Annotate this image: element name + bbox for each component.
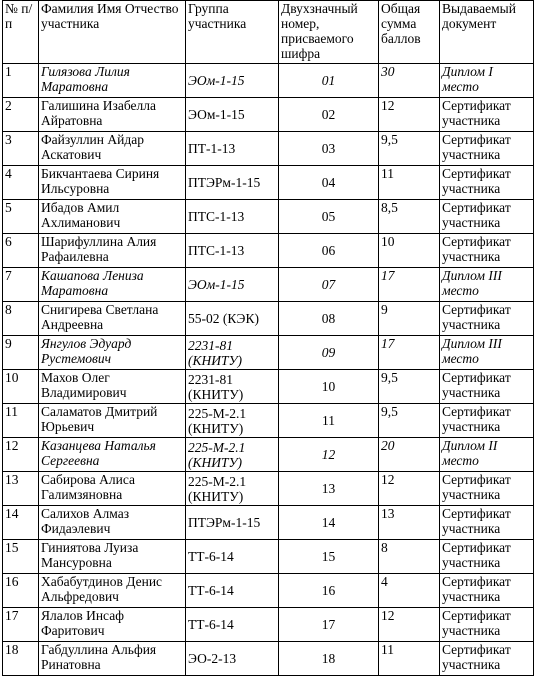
table-row <box>3 234 534 268</box>
total-score: 11 <box>379 642 440 676</box>
cipher-code: 13 <box>279 472 379 506</box>
participant-group: ТТ-6-14 <box>186 608 279 642</box>
participant-group: ПТЭРм-1-15 <box>186 166 279 200</box>
issued-document: Сертификат участника <box>440 234 534 268</box>
issued-document: Сертификат участника <box>440 506 534 540</box>
participant-group: 55-02 (КЭК) <box>186 302 279 336</box>
cipher-code: 01 <box>279 64 379 98</box>
issued-document: Сертификат участника <box>440 302 534 336</box>
participant-group: 225-М-2.1 (КНИТУ) <box>186 404 279 438</box>
participant-group: 225-М-2.1 (КНИТУ) <box>186 472 279 506</box>
table-row <box>3 472 534 506</box>
issued-document: Сертификат участника <box>440 370 534 404</box>
issued-document: Сертификат участника <box>440 642 534 676</box>
participant-group: ПТС-1-13 <box>186 234 279 268</box>
row-number: 18 <box>3 642 39 676</box>
cipher-code: 03 <box>279 132 379 166</box>
participant-group: ЭОм-1-15 <box>186 64 279 98</box>
row-number: 1 <box>3 64 39 98</box>
table-row <box>3 64 534 98</box>
row-number: 11 <box>3 404 39 438</box>
header-row <box>3 1 534 64</box>
row-number: 13 <box>3 472 39 506</box>
table-row <box>3 506 534 540</box>
total-score: 8 <box>379 540 440 574</box>
participant-name: Бикчантаева Сириня Ильсуровна <box>39 166 186 200</box>
row-number: 14 <box>3 506 39 540</box>
row-number: 2 <box>3 98 39 132</box>
issued-document: Сертификат участника <box>440 132 534 166</box>
participant-name: Кашапова Лениза Маратовна <box>39 268 186 302</box>
issued-document: Диплом III место <box>440 336 534 370</box>
table-row <box>3 608 534 642</box>
row-number: 4 <box>3 166 39 200</box>
total-score: 17 <box>379 268 440 302</box>
total-score: 12 <box>379 472 440 506</box>
table-row <box>3 404 534 438</box>
participant-name: Янгулов Эдуард Рустемович <box>39 336 186 370</box>
row-number: 6 <box>3 234 39 268</box>
row-number: 8 <box>3 302 39 336</box>
table-body <box>3 64 534 676</box>
issued-document: Сертификат участника <box>440 540 534 574</box>
issued-document: Сертификат участника <box>440 608 534 642</box>
participant-name: Саламатов Дмитрий Юрьевич <box>39 404 186 438</box>
table-row <box>3 574 534 608</box>
header-code: Двухзначный номер, присваемого шифра <box>279 1 379 64</box>
total-score: 20 <box>379 438 440 472</box>
total-score: 17 <box>379 336 440 370</box>
row-number: 9 <box>3 336 39 370</box>
total-score: 4 <box>379 574 440 608</box>
participant-name: Ялалов Инсаф Фаритович <box>39 608 186 642</box>
participant-name: Хабабутдинов Денис Альфредович <box>39 574 186 608</box>
row-number: 15 <box>3 540 39 574</box>
total-score: 30 <box>379 64 440 98</box>
cipher-code: 08 <box>279 302 379 336</box>
row-number: 3 <box>3 132 39 166</box>
table-row <box>3 642 534 676</box>
participant-group: 225-М-2.1 (КНИТУ) <box>186 438 279 472</box>
participant-name: Габдуллина Альфия Ринатовна <box>39 642 186 676</box>
participant-name: Гиниятова Луиза Мансуровна <box>39 540 186 574</box>
participant-group: ЭОм-1-15 <box>186 268 279 302</box>
cipher-code: 09 <box>279 336 379 370</box>
cipher-code: 04 <box>279 166 379 200</box>
total-score: 9,5 <box>379 370 440 404</box>
table-row <box>3 438 534 472</box>
participant-name: Файзуллин Айдар Аскатович <box>39 132 186 166</box>
header-name: Фамилия Имя Отчество участника <box>39 1 186 64</box>
table-row <box>3 268 534 302</box>
header-group: Группа участника <box>186 1 279 64</box>
table-row <box>3 336 534 370</box>
total-score: 10 <box>379 234 440 268</box>
cipher-code: 06 <box>279 234 379 268</box>
participant-group: 2231-81 (КНИТУ) <box>186 370 279 404</box>
total-score: 8,5 <box>379 200 440 234</box>
table-row <box>3 132 534 166</box>
total-score: 13 <box>379 506 440 540</box>
table-row <box>3 302 534 336</box>
participant-name: Сабирова Алиса Галимзяновна <box>39 472 186 506</box>
row-number: 10 <box>3 370 39 404</box>
issued-document: Диплом I место <box>440 64 534 98</box>
cipher-code: 12 <box>279 438 379 472</box>
participant-group: ТТ-6-14 <box>186 574 279 608</box>
participant-name: Ибадов Амил Ахлиманович <box>39 200 186 234</box>
participant-group: ПТС-1-13 <box>186 200 279 234</box>
row-number: 7 <box>3 268 39 302</box>
total-score: 9 <box>379 302 440 336</box>
header-num: № п/п <box>3 1 39 64</box>
table-row <box>3 540 534 574</box>
cipher-code: 10 <box>279 370 379 404</box>
cipher-code: 16 <box>279 574 379 608</box>
issued-document: Сертификат участника <box>440 472 534 506</box>
participant-name: Шарифуллина Алия Рафаилевна <box>39 234 186 268</box>
participant-group: ПТ-1-13 <box>186 132 279 166</box>
table-row <box>3 166 534 200</box>
header-score: Общая сумма баллов <box>379 1 440 64</box>
row-number: 12 <box>3 438 39 472</box>
cipher-code: 11 <box>279 404 379 438</box>
total-score: 9,5 <box>379 404 440 438</box>
participant-name: Махов Олег Владимирович <box>39 370 186 404</box>
table-row <box>3 370 534 404</box>
total-score: 11 <box>379 166 440 200</box>
row-number: 16 <box>3 574 39 608</box>
participant-group: ЭОм-1-15 <box>186 98 279 132</box>
issued-document: Сертификат участника <box>440 166 534 200</box>
total-score: 12 <box>379 608 440 642</box>
participant-group: ТТ-6-14 <box>186 540 279 574</box>
cipher-code: 07 <box>279 268 379 302</box>
participant-group: ЭО-2-13 <box>186 642 279 676</box>
participant-name: Гилязова Лилия Маратовна <box>39 64 186 98</box>
results-table <box>2 0 534 676</box>
cipher-code: 18 <box>279 642 379 676</box>
issued-document: Сертификат участника <box>440 574 534 608</box>
cipher-code: 15 <box>279 540 379 574</box>
total-score: 9,5 <box>379 132 440 166</box>
cipher-code: 05 <box>279 200 379 234</box>
participant-name: Салихов Алмаз Фидаэлевич <box>39 506 186 540</box>
header-document: Выдаваемый документ <box>440 1 534 64</box>
total-score: 12 <box>379 98 440 132</box>
issued-document: Сертификат участника <box>440 404 534 438</box>
issued-document: Сертификат участника <box>440 200 534 234</box>
cipher-code: 17 <box>279 608 379 642</box>
issued-document: Диплом II место <box>440 438 534 472</box>
participant-name: Казанцева Наталья Сергеевна <box>39 438 186 472</box>
participant-group: 2231-81 (КНИТУ) <box>186 336 279 370</box>
participant-name: Галишина Изабелла Айратовна <box>39 98 186 132</box>
issued-document: Сертификат участника <box>440 98 534 132</box>
participant-name: Снигирева Светлана Андреевна <box>39 302 186 336</box>
row-number: 17 <box>3 608 39 642</box>
table-row <box>3 200 534 234</box>
cipher-code: 14 <box>279 506 379 540</box>
participant-group: ПТЭРм-1-15 <box>186 506 279 540</box>
row-number: 5 <box>3 200 39 234</box>
cipher-code: 02 <box>279 98 379 132</box>
table-row <box>3 98 534 132</box>
issued-document: Диплом III место <box>440 268 534 302</box>
